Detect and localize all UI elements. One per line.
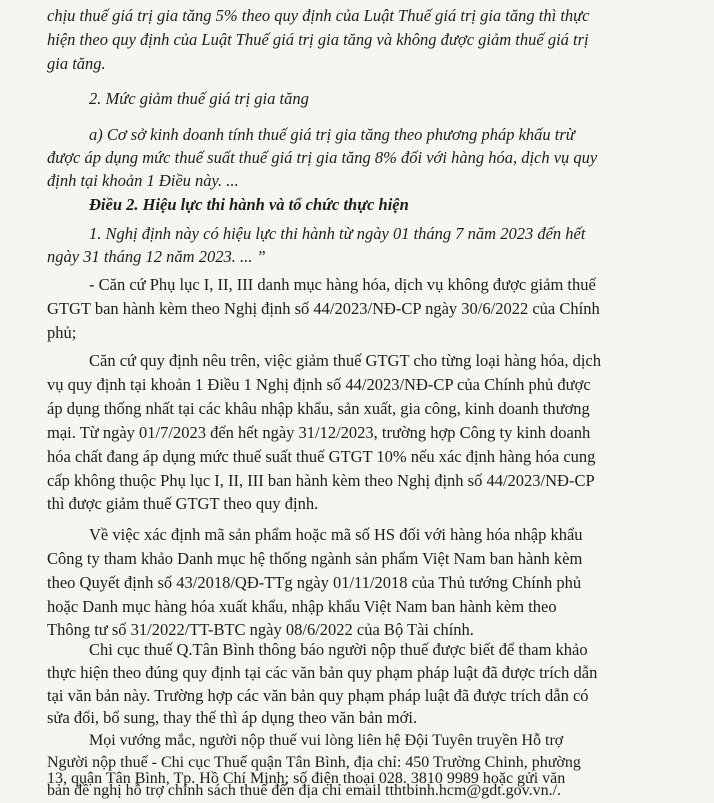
decree-quote-line: hiện theo quy định của Luật Thuế giá trị gia tăng và không được giảm thuế giá trị	[47, 30, 589, 49]
body-line: áp dụng thống nhất tại các khâu nhập khẩu, sản xuất, gia công, kinh doanh thương	[47, 399, 590, 418]
body-line: Thông tư số 31/2022/TT-BTC ngày 08/6/2022 của Bộ Tài chính.	[47, 620, 474, 639]
decree-quote-line: chịu thuế giá trị gia tăng 5% theo quy định của Luật Thuế giá trị gia tăng thì thực	[47, 6, 590, 25]
body-line: Mọi vướng mắc, người nộp thuế vui lòng liên hệ Đội Tuyên truyền Hỗ trợ	[89, 732, 564, 749]
body-line: - Căn cứ Phụ lục I, II, III danh mục hàng hóa, dịch vụ không được giảm thuế	[89, 275, 596, 294]
body-line: tại văn bản này. Trường hợp các văn bản quy phạm pháp luật đã được trích dẫn có	[47, 686, 589, 705]
body-line: bản đề nghị hỗ trợ chính sách thuế đến địa chỉ email tthtbinh.hcm@gdt.gov.vn./.	[47, 782, 562, 799]
section-heading: 2. Mức giảm thuế giá trị gia tăng	[89, 89, 309, 108]
body-line: hoặc Danh mục hàng hóa xuất khẩu, nhập khẩu Việt Nam ban hành kèm theo	[47, 597, 557, 616]
body-line: vụ quy định tại khoản 1 Điều 1 Nghị định số 44/2023/NĐ-CP của Chính phủ được	[47, 375, 591, 394]
body-line: phủ;	[47, 323, 77, 342]
body-line: Về việc xác định mã sản phẩm hoặc mã số HS đối với hàng hóa nhập khẩu	[89, 525, 583, 544]
decree-quote-line: a) Cơ sở kinh doanh tính thuế giá trị gia tăng theo phương pháp khấu trừ	[89, 125, 575, 144]
decree-quote-line: gia tăng.	[47, 54, 106, 73]
decree-quote-line: ngày 31 tháng 12 năm 2023. ... ”	[47, 247, 266, 266]
body-line: cấp không thuộc Phụ lục I, II, III ban hành kèm theo Nghị định số 44/2023/NĐ-CP	[47, 471, 595, 490]
decree-quote-line: định tại khoản 1 Điều này. ...	[47, 171, 239, 190]
body-line: thực hiện theo đúng quy định tại các văn bản quy phạm pháp luật đã được trích dẫn	[47, 663, 598, 682]
decree-quote-line: 1. Nghị định này có hiệu lực thi hành từ ngày 01 tháng 7 năm 2023 đến hết	[89, 224, 586, 243]
body-line: hóa chất đang áp dụng mức thuế suất thuế GTGT 10% nếu xác định hàng hóa cung	[47, 447, 596, 466]
body-line: thì được giảm thuế GTGT theo quy định.	[47, 494, 319, 513]
body-line: Căn cứ quy định nêu trên, việc giảm thuế GTGT cho từng loại hàng hóa, dịch	[89, 351, 601, 370]
body-line: Người nộp thuế - Chi cục Thuế quận Tân Bình, địa chỉ: 450 Trường Chinh, phường	[47, 754, 581, 771]
body-line: mại. Từ ngày 01/7/2023 đến hết ngày 31/12/2023, trường hợp Công ty kinh doanh	[47, 423, 591, 442]
article-heading: Điều 2. Hiệu lực thi hành và tổ chức thực hiện	[89, 195, 409, 214]
decree-quote-line: được áp dụng mức thuế suất thuế giá trị gia tăng 8% đối với hàng hóa, dịch vụ quy	[47, 148, 598, 167]
body-line: 13, quận Tân Bình, Tp. Hồ Chí Minh; số điện thoại 028. 3810 9989 hoặc gửi văn	[47, 770, 566, 787]
body-line: GTGT ban hành kèm theo Nghị định số 44/2023/NĐ-CP ngày 30/6/2022 của Chính	[47, 299, 600, 318]
body-line: Công ty tham khảo Danh mục hệ thống ngành sản phẩm Việt Nam ban hành kèm	[47, 549, 583, 568]
body-line: sửa đổi, bổ sung, thay thế thì áp dụng theo văn bản mới.	[47, 708, 418, 727]
body-line: Chi cục thuế Q.Tân Bình thông báo người nộp thuế được biết để tham khảo	[89, 640, 588, 659]
body-line: theo Quyết định số 43/2018/QĐ-TTg ngày 01/11/2018 của Thủ tướng Chính phủ	[47, 573, 582, 592]
